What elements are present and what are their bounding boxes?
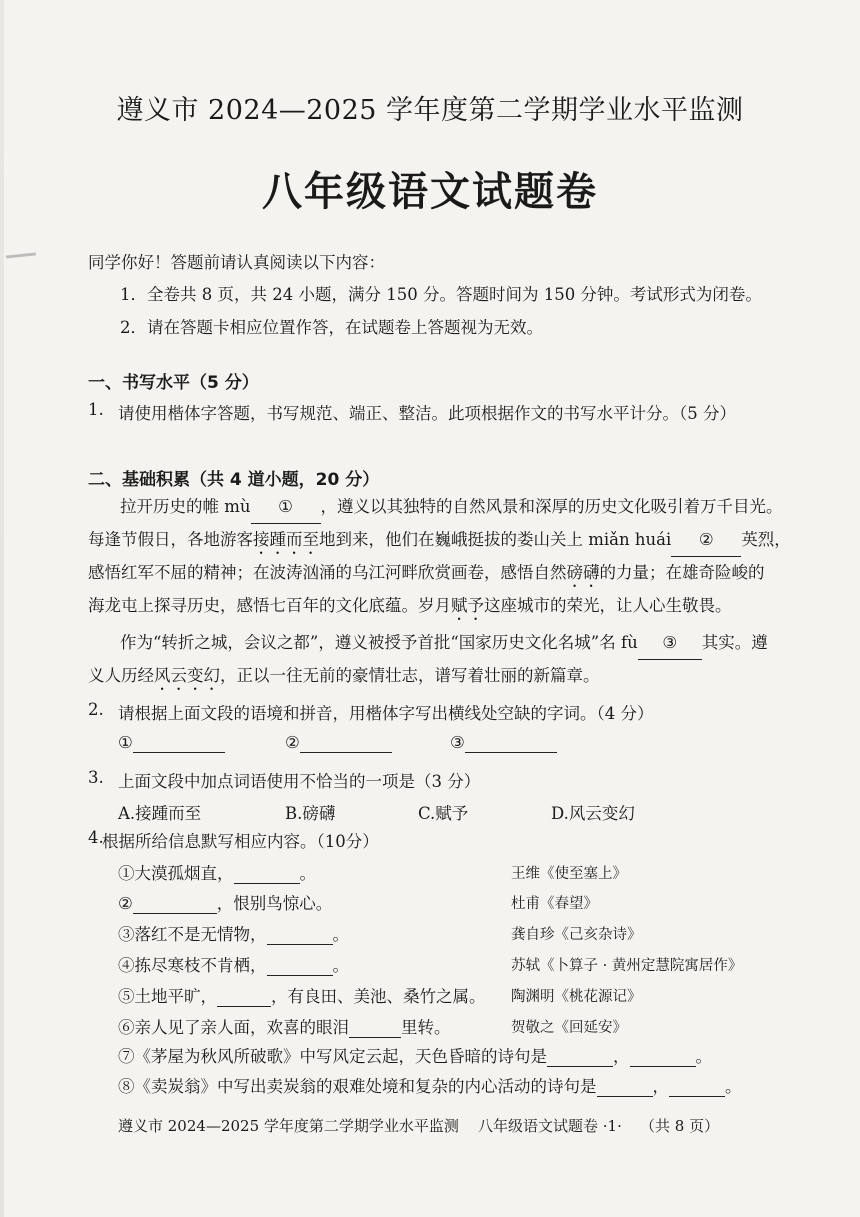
passage-text: 拉开历史的帷 mù	[120, 497, 251, 516]
poem-prompt: 里转。	[401, 1018, 451, 1037]
dotted-phrase-1: 接踵而至	[253, 530, 319, 549]
poem-prompt: 。	[332, 925, 349, 944]
poem-prompt: 。	[299, 864, 316, 883]
passage-text: 作为“转折之城，会议之都”，遵义被授予首批“国家历史文化名城”名 fù	[120, 633, 638, 652]
poem-prompt: ④拣尽寒枝不肯栖，	[118, 956, 267, 975]
notice-item-1: 1．全卷共 8 页，共 24 小题，满分 150 分。答题时间为 150 分钟。考试形式为闭卷。	[120, 285, 762, 304]
blank-2: ②	[671, 523, 741, 557]
footer-total-pages: （共 8 页）	[640, 1117, 720, 1135]
passage-text: ，遵义以其独特的自然风景和深厚的历史文化吸引着万千目光。	[320, 497, 783, 516]
passage-text: 感悟红军不屈的精神；在波涛汹涌的乌江河畔欣赏画卷，感悟自然	[88, 563, 567, 582]
notice-item-2: 2．请在答题卡相应位置作答，在试题卷上答题视为无效。	[120, 318, 543, 337]
passage-text: 英烈，	[741, 530, 791, 549]
q4-text: 根据所给信息默写相应内容。（10分）	[102, 832, 379, 851]
punctuation: ，	[613, 1047, 630, 1066]
q4-line-8	[118, 1073, 742, 1097]
passage-text: ，正以一往无前的豪情壮志，谱写着壮丽的新篇章。	[220, 666, 600, 685]
q3-option-b: B.磅礴	[285, 804, 336, 823]
q2-answer-1	[118, 733, 225, 753]
q2-answer-label: ②	[285, 733, 300, 752]
q4-line-2	[118, 890, 332, 914]
q2-answer-3	[450, 733, 557, 753]
passage-text: 的力量；在雄奇险峻的	[599, 563, 765, 582]
punctuation: ，	[652, 1077, 669, 1096]
q1-number: 1.	[88, 400, 104, 419]
poem-prompt: ，有良田、美池、桑竹之属。	[271, 987, 486, 1006]
q2-number: 2.	[88, 700, 104, 719]
poem-prompt: ⑧《卖炭翁》中写出卖炭翁的艰难处境和复杂的内心活动的诗句是	[118, 1077, 597, 1096]
q4-line-3	[118, 921, 349, 945]
passage-line-1	[120, 490, 783, 524]
q4-source-1: 王维《使至塞上》	[511, 866, 627, 882]
q3-number: 3.	[88, 768, 104, 787]
dotted-phrase-4: 风云变幻	[154, 666, 220, 685]
q4-number: 4.	[88, 828, 104, 847]
punctuation: 。	[695, 1047, 712, 1066]
dotted-phrase-3: 赋予	[451, 596, 484, 615]
passage-text: 义人历经	[88, 666, 154, 685]
section-2-heading: 二、基础积累（共 4 道小题，20 分）	[88, 470, 380, 490]
q1-text: 请使用楷体字答题，书写规范、端正、整洁。此项根据作文的书写水平计分。（5 分）	[118, 404, 736, 423]
passage-text: 其实。遵	[701, 633, 768, 652]
poem-prompt: ⑥亲人见了亲人面，欢喜的眼泪	[118, 1018, 349, 1037]
blank-1: ①	[251, 490, 321, 524]
q2-answer-label: ①	[118, 733, 133, 752]
q4-source-6: 贺敬之《回延安》	[511, 1020, 627, 1036]
q4-source-3: 龚自珍《己亥杂诗》	[511, 927, 642, 943]
passage-line-2	[88, 523, 791, 558]
dotted-phrase-2: 磅礴	[566, 563, 600, 582]
section-1-heading: 一、书写水平（5 分）	[88, 373, 259, 393]
passage-line-3	[88, 556, 765, 591]
exam-title: 遵义市 2024—2025 学年度第二学期学业水平监测	[116, 95, 744, 126]
poem-prompt: ③落红不是无情物，	[118, 925, 267, 944]
blank-3: ③	[638, 626, 702, 660]
q3-option-d: D.风云变幻	[551, 804, 635, 823]
poem-prompt: ②	[118, 894, 133, 913]
q4-line-5	[118, 983, 486, 1007]
poem-prompt: ①大漠孤烟直，	[118, 864, 234, 883]
q4-source-2: 杜甫《春望》	[511, 896, 598, 912]
scan-artifact	[6, 252, 36, 258]
q4-source-4: 苏轼《卜算子 · 黄州定慧院寓居作》	[511, 958, 743, 974]
footer-exam-name: 遵义市 2024—2025 学年度第二学期学业水平监测	[118, 1117, 459, 1135]
footer-page-label: 八年级语文试题卷 ·1·	[478, 1117, 622, 1135]
poem-prompt: ⑤土地平旷，	[118, 987, 217, 1006]
exam-subtitle: 八年级语文试题卷	[262, 168, 598, 215]
q3-option-a: A.接踵而至	[118, 804, 202, 823]
passage-text: 这座城市的荣光，让人心生敬畏。	[484, 596, 732, 615]
q4-source-5: 陶渊明《桃花源记》	[511, 989, 642, 1005]
q3-text: 上面文段中加点词语使用不恰当的一项是（3 分）	[118, 772, 481, 791]
q4-line-7	[118, 1043, 712, 1067]
q2-answer-2	[285, 733, 392, 753]
q4-line-6	[118, 1014, 451, 1038]
passage-text: 海龙屯上探寻历史，感悟七百年的文化底蕴。岁月	[88, 596, 451, 615]
q4-line-1	[118, 860, 316, 884]
notice-intro: 同学你好！答题前请认真阅读以下内容：	[88, 253, 385, 272]
poem-prompt: ，恨别鸟惊心。	[216, 894, 333, 913]
q3-option-c: C.赋予	[418, 804, 469, 823]
passage-line-4	[88, 589, 732, 624]
passage-line-5	[120, 626, 768, 660]
q4-line-4	[118, 952, 349, 976]
q2-text: 请根据上面文段的语境和拼音，用楷体字写出横线处空缺的字词。（4 分）	[118, 704, 654, 723]
passage-text: 地到来，他们在巍峨挺拔的娄山关上 miǎn huái	[319, 530, 672, 549]
poem-prompt: 。	[332, 956, 349, 975]
poem-prompt: ⑦《茅屋为秋风所破歌》中写风定云起，天色昏暗的诗句是	[118, 1047, 547, 1066]
passage-text: 每逢节假日，各地游客	[88, 530, 253, 549]
punctuation: 。	[725, 1077, 742, 1096]
passage-line-6	[88, 659, 600, 694]
q2-answer-label: ③	[450, 733, 465, 752]
